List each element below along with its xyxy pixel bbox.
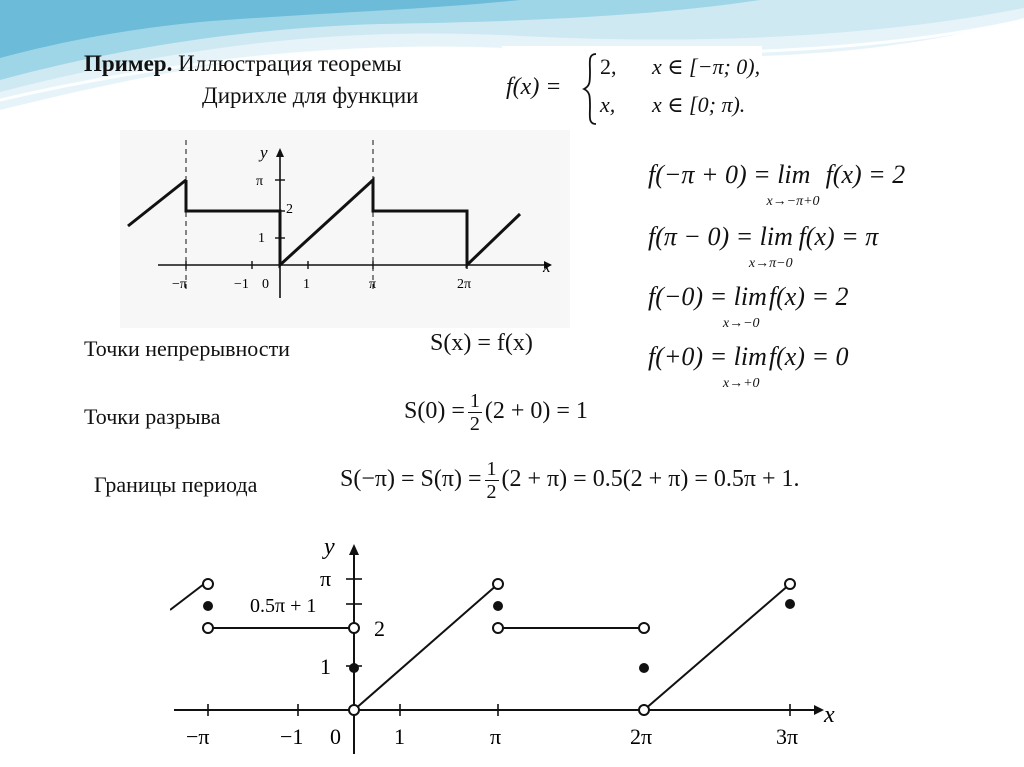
top-y-tick-label: π: [256, 174, 264, 189]
filled-point: [493, 601, 503, 611]
example-title: [84, 48, 419, 112]
function-polyline: [186, 180, 520, 265]
open-point: [349, 705, 359, 715]
open-point: [493, 579, 503, 589]
limit-subscript: x→+0: [722, 376, 760, 391]
top-y-tick-label: 1: [258, 231, 265, 246]
discontinuity-points-label: Точки разрыва: [84, 404, 221, 429]
fourier-series-sum-graph: [170, 522, 860, 764]
limit-row: [648, 342, 848, 392]
open-point: [639, 705, 649, 715]
bottom-x-tick-label: 1: [394, 724, 405, 749]
open-point: [349, 623, 359, 633]
limit-rhs: f(x) = 2: [768, 282, 849, 311]
title-line2: Дирихле для функции: [202, 83, 419, 108]
open-point: [493, 623, 503, 633]
top-x-tick-label: 1: [303, 277, 310, 292]
y-axis-arrow-icon: [276, 148, 284, 157]
open-point: [203, 623, 213, 633]
limit-subscript: x→π−0: [748, 256, 793, 271]
top-y-axis-label: y: [260, 143, 268, 162]
limit-rhs: f(x) = 2: [825, 160, 906, 189]
bottom-y-tick-label: 2: [374, 616, 385, 641]
discontinuity-rhs: (2 + 0) = 1: [484, 398, 588, 425]
case1-value: 2,: [600, 54, 617, 79]
bottom-x-tick-label: −π: [186, 724, 210, 749]
limit-lhs: f(−π + 0) = lim: [648, 160, 811, 189]
top-x-tick-label: π: [369, 277, 377, 292]
bottom-y-tick-label: 1: [320, 654, 331, 679]
discontinuity-lhs: S(0) =: [404, 398, 465, 425]
case2-value: x,: [600, 92, 616, 117]
filled-point: [785, 599, 795, 609]
limit-row: [648, 160, 905, 210]
discontinuity-formula: [398, 388, 594, 437]
bottom-x-tick-label: 3π: [776, 724, 799, 749]
open-point: [785, 579, 795, 589]
top-x-axis-label: x: [543, 257, 551, 276]
limit-rhs: f(x) = 0: [768, 342, 849, 371]
left-brace-icon: [582, 52, 598, 126]
limit-lhs: f(π − 0) = lim: [648, 222, 793, 251]
period-bounds-formula: [334, 456, 806, 505]
top-x-tick-label: −π: [172, 277, 187, 292]
bottom-x-tick-label: 0: [330, 724, 341, 749]
title-line1: Иллюстрация теоремы: [172, 51, 402, 76]
top-x-tick-label: −1: [234, 277, 249, 292]
open-point: [203, 579, 213, 589]
filled-point: [639, 663, 649, 673]
period-rhs: (2 + π) = 0.5(2 + π) = 0.5π + 1.: [501, 466, 800, 493]
continuity-formula: S(x) = f(x): [424, 328, 539, 359]
limit-subscript: x→−π+0: [766, 194, 820, 209]
filled-point: [203, 601, 213, 611]
original-function-graph: [120, 130, 570, 328]
bottom-x-tick-label: −1: [280, 724, 304, 749]
bottom-y-axis-label: y: [324, 534, 335, 560]
limit-lhs: f(+0) = lim: [648, 342, 767, 371]
limit-subscript: x→−0: [722, 316, 760, 331]
example-bold-label: Пример.: [84, 51, 173, 76]
bottom-x-tick-label: 2π: [630, 724, 653, 749]
limit-row: [648, 222, 878, 272]
limit-lhs: f(−0) = lim: [648, 282, 767, 311]
fraction-one-half: $\frac{1}{2}$: [469, 390, 480, 435]
filled-point: [349, 663, 359, 673]
function-definition: [502, 46, 762, 130]
segment-left-line: [128, 180, 186, 226]
top-x-tick-label: 2π: [457, 277, 472, 292]
bottom-y-tick-label: π: [320, 566, 332, 591]
limit-row: [648, 282, 848, 332]
bottom-y-tick-label: 0.5π + 1: [250, 595, 317, 617]
period-lhs: S(−π) = S(π) =: [340, 466, 482, 493]
top-x-tick-label: 0: [262, 277, 269, 292]
fraction-one-half: $\frac{1}{2}$: [486, 458, 497, 503]
definition-lhs: f(x) =: [506, 74, 562, 100]
bottom-x-tick-label: π: [490, 724, 502, 749]
limit-rhs: f(x) = π: [798, 222, 879, 251]
open-point: [639, 623, 649, 633]
continuity-points-label: Точки непрерывности: [84, 336, 290, 361]
case2-condition: x ∈ [0; π).: [652, 92, 746, 117]
period-bounds-label: Границы периода: [94, 472, 258, 497]
bottom-x-axis-label: x: [824, 702, 835, 728]
top-y-tick-label: 2: [286, 202, 293, 217]
case1-condition: x ∈ [−π; 0),: [652, 54, 761, 79]
